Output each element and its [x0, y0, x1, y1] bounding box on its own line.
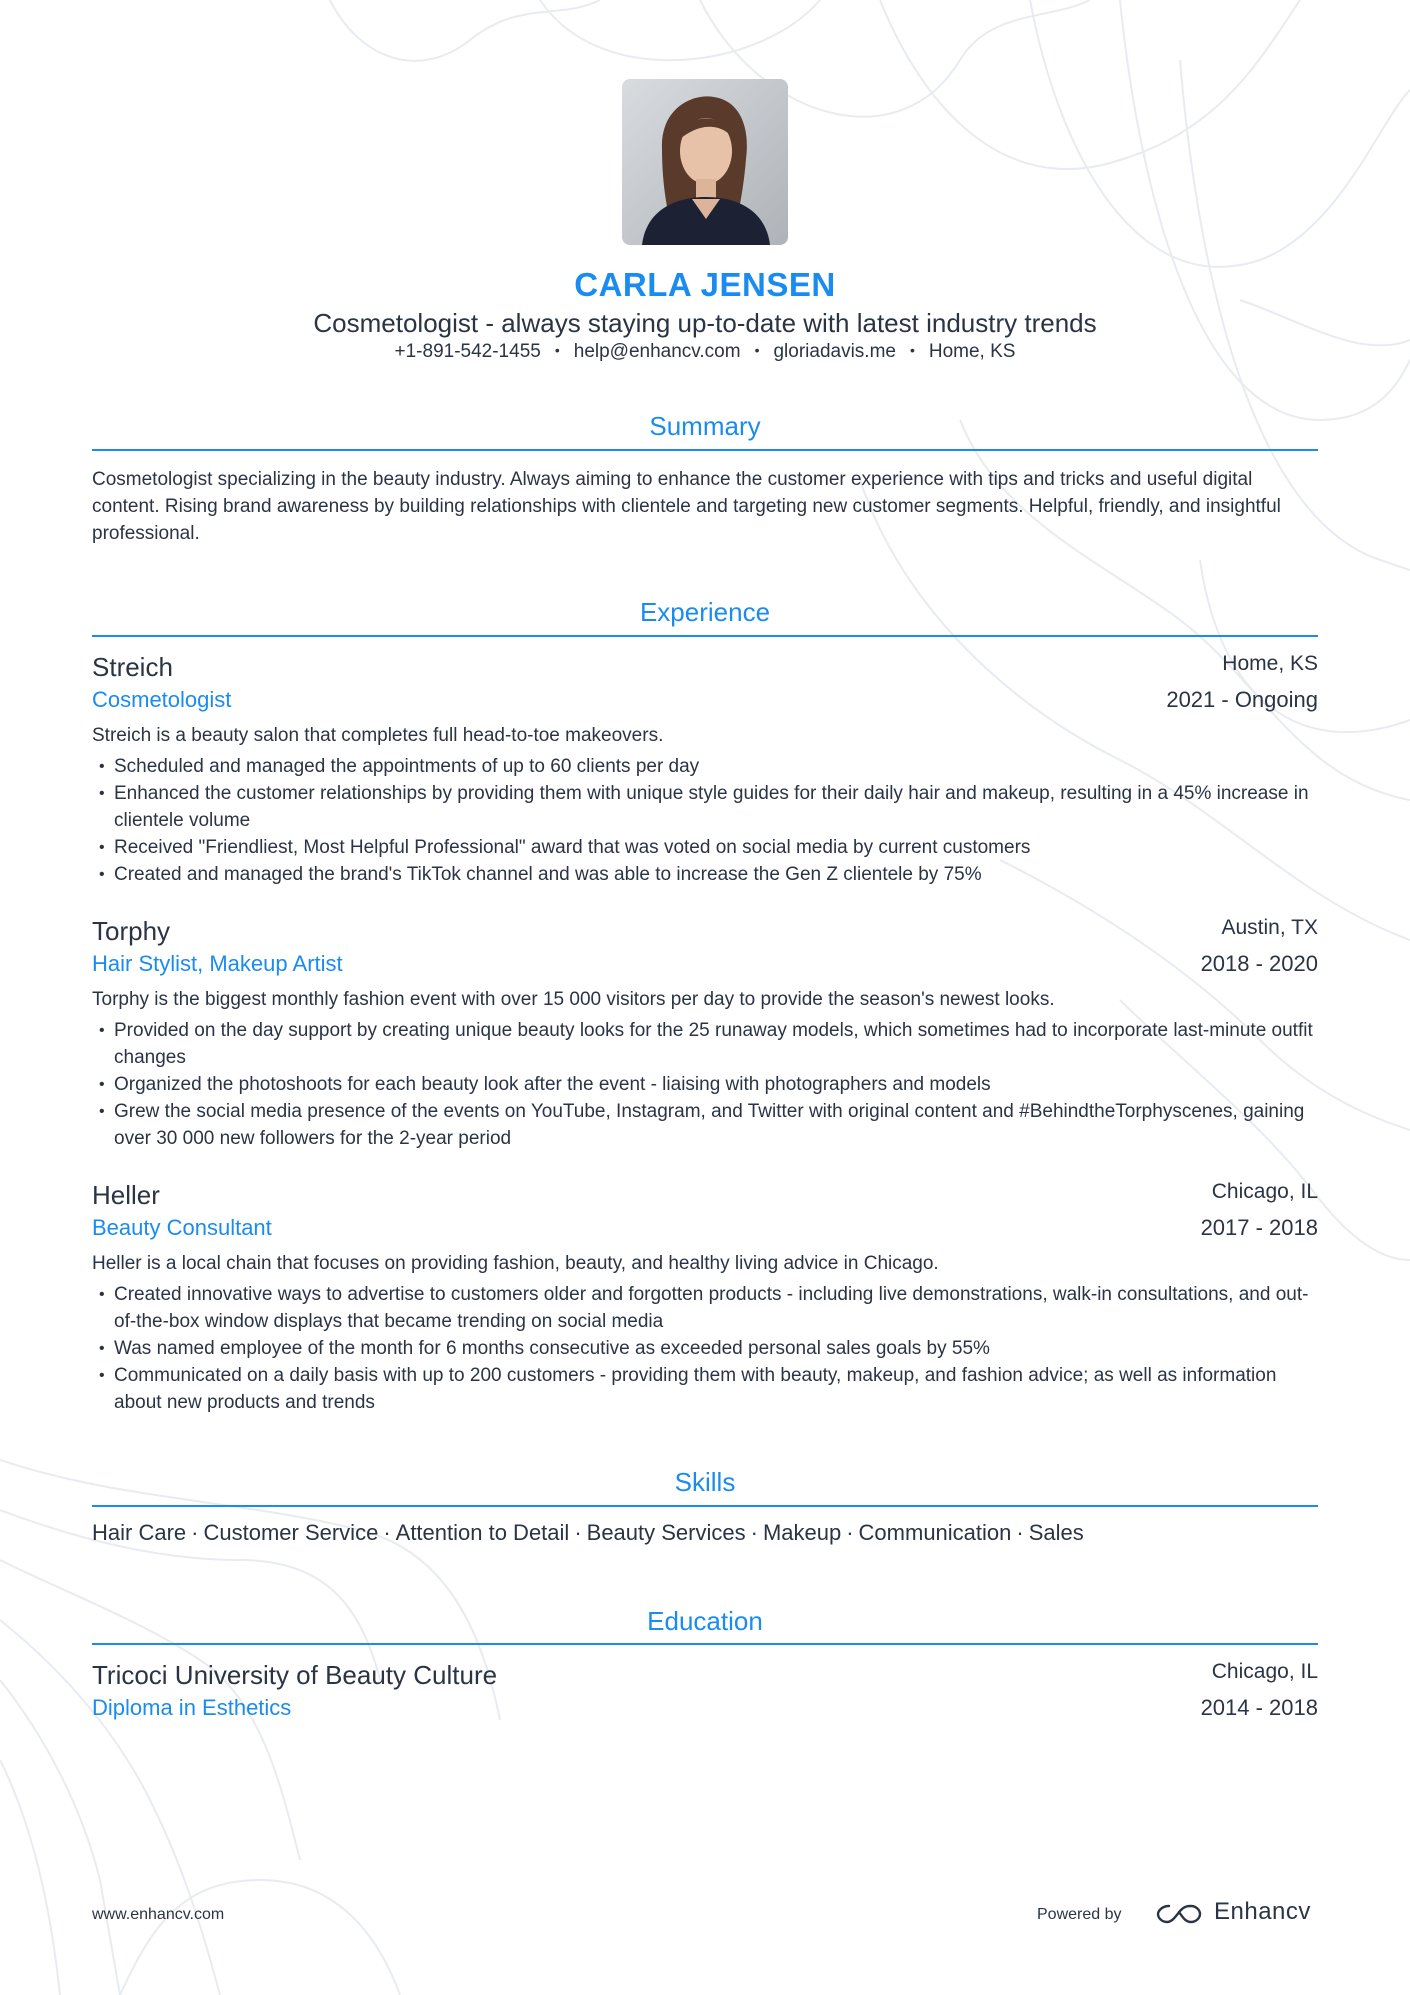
job-company: Torphy: [92, 916, 171, 946]
list-item: • Enhanced the customer relationships by providing them with unique style guides for their daily hair and makeup, resulting in a 45% increase in clientele volume: [92, 780, 1318, 834]
job-bullets: [92, 1281, 1318, 1416]
job-description: Streich is a beauty salon that completes full head-to-toe makeovers.: [92, 725, 664, 746]
education-dates: 2014 - 2018: [1200, 1695, 1318, 1720]
contact-separator: •: [754, 342, 760, 358]
phone: +1-891-542-1455: [394, 341, 541, 362]
education-degree: Diploma in Esthetics: [92, 1695, 292, 1720]
contact-separator: •: [909, 342, 915, 358]
education-location: Chicago, IL: [1211, 1660, 1318, 1683]
list-item: • Created and managed the brand's TikTok channel and was able to increase the Gen Z clientele by 75%: [92, 861, 1318, 888]
list-item: • Scheduled and managed the appointments of up to 60 clients per day: [92, 753, 1318, 780]
job-dates: 2018 - 2020: [1200, 951, 1318, 976]
education-divider: [92, 1643, 1318, 1645]
location: Home, KS: [928, 341, 1016, 362]
footer-website[interactable]: www.enhancv.com: [92, 1906, 225, 1923]
job-location: Chicago, IL: [1211, 1180, 1318, 1203]
list-item: • Was named employee of the month for 6 months consecutive as exceeded personal sales goals by 55%: [92, 1335, 1318, 1362]
candidate-headline: Cosmetologist - always staying up-to-date with latest industry trends: [313, 308, 1097, 338]
job-dates: 2017 - 2018: [1200, 1215, 1318, 1240]
contact-separator: •: [554, 342, 560, 358]
job-role: Beauty Consultant: [92, 1215, 272, 1240]
skill-separator: ·: [846, 1520, 854, 1545]
education-school: Tricoci University of Beauty Culture: [92, 1660, 498, 1690]
job-location: Home, KS: [1222, 652, 1318, 675]
job-description: Heller is a local chain that focuses on providing fashion, beauty, and healthy living advice in Chicago.: [92, 1253, 939, 1274]
profile-photo: [622, 79, 788, 245]
experience-divider: [92, 635, 1318, 637]
job-company: Heller: [92, 1180, 160, 1210]
skill-separator: ·: [383, 1520, 391, 1545]
job-dates: 2021 - Ongoing: [1166, 687, 1318, 712]
skill-separator: ·: [574, 1520, 582, 1545]
skills-heading: Skills: [674, 1467, 736, 1497]
skill-item: Beauty Services: [586, 1520, 746, 1545]
candidate-name: CARLA JENSEN: [574, 266, 836, 303]
footer-powered-by: Powered by: [1037, 1906, 1122, 1923]
list-item: • Grew the social media presence of the events on YouTube, Instagram, and Twitter with original content and #BehindtheTorphyscenes, gaining over 30 000 new followers for the 2-year period: [92, 1098, 1318, 1152]
skill-separator: ·: [750, 1520, 758, 1545]
job-location: Austin, TX: [1221, 916, 1318, 939]
experience-heading: Experience: [639, 597, 771, 627]
skill-separator: ·: [191, 1520, 199, 1545]
summary-divider: [92, 449, 1318, 451]
skills-list: [92, 1520, 1084, 1546]
summary-text: Cosmetologist specializing in the beauty industry. Always aiming to enhance the customer experience with tips and tricks and useful digital content. Rising brand awareness by building relationships with clientele and targeting new customer segments. Helpful, friendly, and insightful professional.: [92, 469, 1281, 544]
job-role: Cosmetologist: [92, 687, 232, 712]
list-item: • Communicated on a daily basis with up to 200 customers - providing them with beauty, makeup, and fashion advice; as well as information about new products and trends: [92, 1362, 1318, 1416]
enhancv-logo-icon: [1155, 1900, 1203, 1928]
website: gloriadavis.me: [773, 341, 896, 362]
skill-item: Sales: [1028, 1520, 1084, 1545]
skill-item: Communication: [858, 1520, 1012, 1545]
list-item: • Provided on the day support by creating unique beauty looks for the 25 runaway models, which sometimes had to incorporate last-minute outfit changes: [92, 1017, 1318, 1071]
skill-separator: ·: [1016, 1520, 1024, 1545]
contact-info: [0, 341, 1410, 363]
job-company: Streich: [92, 652, 173, 682]
job-description: Torphy is the biggest monthly fashion event with over 15 000 visitors per day to provide the season's newest looks.: [92, 989, 1055, 1010]
skill-item: Makeup: [762, 1520, 842, 1545]
enhancv-logo-text: Enhancv: [1214, 1898, 1311, 1925]
job-bullets: [92, 753, 1318, 888]
email: help@enhancv.com: [573, 341, 741, 362]
summary-heading: Summary: [649, 411, 761, 441]
list-item: • Received "Friendliest, Most Helpful Professional" award that was voted on social media by current customers: [92, 834, 1318, 861]
skill-item: Hair Care: [92, 1520, 187, 1545]
job-role: Hair Stylist, Makeup Artist: [92, 951, 343, 976]
list-item: • Created innovative ways to advertise to customers older and forgotten products - including live demonstrations, walk-in consultations, and out-of-the-box window displays that became trending on social media: [92, 1281, 1318, 1335]
education-heading: Education: [647, 1606, 763, 1636]
skills-divider: [92, 1505, 1318, 1507]
skill-item: Attention to Detail: [395, 1520, 570, 1545]
skill-item: Customer Service: [203, 1520, 379, 1545]
list-item: • Organized the photoshoots for each beauty look after the event - liaising with photographers and models: [92, 1071, 1318, 1098]
job-bullets: [92, 1017, 1318, 1152]
